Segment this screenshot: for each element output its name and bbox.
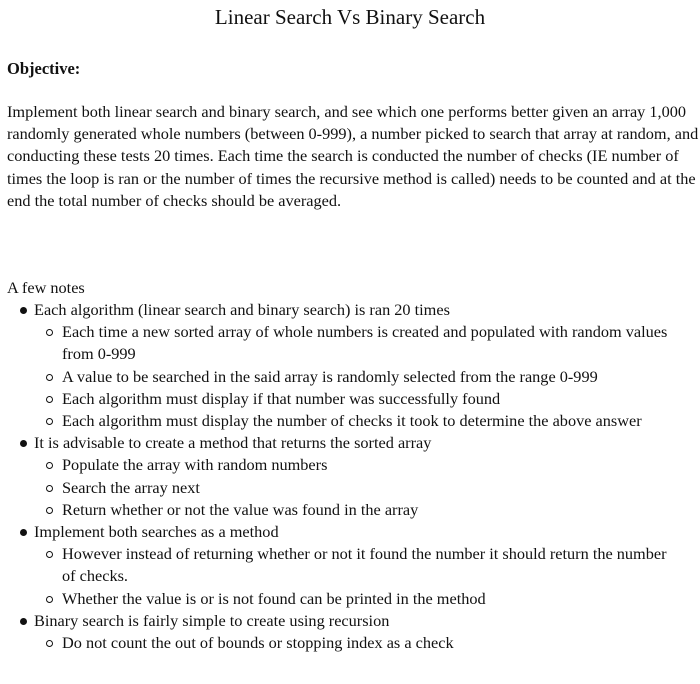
sub-note-item <box>34 632 700 654</box>
objective-heading: Objective: <box>7 59 81 78</box>
note-text: Binary search is fairly simple to create using recursion <box>34 610 390 630</box>
sub-note-text: Whether the value is or is not found can be printed in the method <box>62 588 486 608</box>
sub-notes-list <box>34 454 700 521</box>
objective-paragraph: Implement both linear search and binary search, and see which one performs better given an array 1,000 randomly generated whole numbers (between 0-999), a number picked to search that array at random, and conducting these tests 20 times. Each time the search is conducted the number of checks (IE number of times the loop is ran or the number of times the recursive method is called) needs to be counted and at the end the total number of checks should be averaged. <box>7 102 699 210</box>
sub-note-item <box>34 454 700 476</box>
bullet-icon <box>20 307 27 314</box>
sub-note-text: Populate the array with random numbers <box>62 455 328 475</box>
note-text: Implement both searches as a method <box>34 522 279 542</box>
hollow-bullet-icon <box>46 485 53 492</box>
hollow-bullet-icon <box>46 396 53 403</box>
note-item <box>0 299 700 432</box>
hollow-bullet-icon <box>46 374 53 381</box>
sub-note-item <box>34 543 700 587</box>
hollow-bullet-icon <box>46 329 53 336</box>
sub-note-item <box>34 388 700 410</box>
sub-note-text: Search the array next <box>62 477 200 497</box>
sub-note-text: Each algorithm must display the number of checks it took to determine the above answer <box>62 411 642 431</box>
bullet-icon <box>20 529 27 536</box>
note-item <box>0 432 700 521</box>
sub-note-text: A value to be searched in the said array is randomly selected from the range 0-999 <box>62 366 598 386</box>
sub-note-text: Each time a new sorted array of whole numbers is created and populated with random values from 0-999 <box>62 322 668 364</box>
sub-note-text: However instead of returning whether or not it found the number it should return the number of checks. <box>62 544 667 586</box>
sub-notes-list <box>34 632 700 654</box>
hollow-bullet-icon <box>46 551 53 558</box>
sub-note-item <box>34 477 700 499</box>
hollow-bullet-icon <box>46 418 53 425</box>
sub-note-item <box>34 366 700 388</box>
hollow-bullet-icon <box>46 640 53 647</box>
sub-note-item <box>34 321 700 365</box>
hollow-bullet-icon <box>46 507 53 514</box>
sub-note-text: Do not count the out of bounds or stopping index as a check <box>62 633 454 653</box>
sub-notes-list <box>34 543 700 610</box>
bullet-icon <box>20 440 27 447</box>
note-item <box>0 610 700 654</box>
sub-note-item <box>34 410 700 432</box>
notes-title: A few notes <box>7 278 85 297</box>
sub-note-item <box>34 499 700 521</box>
sub-notes-list <box>34 321 700 432</box>
sub-note-item <box>34 588 700 610</box>
sub-note-text: Each algorithm must display if that number was successfully found <box>62 388 501 408</box>
sub-note-text: Return whether or not the value was found in the array <box>62 499 419 519</box>
bullet-icon <box>20 618 27 625</box>
note-text: Each algorithm (linear search and binary search) is ran 20 times <box>34 300 450 319</box>
note-item <box>0 521 700 610</box>
hollow-bullet-icon <box>46 596 53 603</box>
page-title: Linear Search Vs Binary Search <box>214 5 486 29</box>
notes-list <box>0 299 700 654</box>
hollow-bullet-icon <box>46 462 53 469</box>
note-text: It is advisable to create a method that returns the sorted array <box>34 433 432 453</box>
